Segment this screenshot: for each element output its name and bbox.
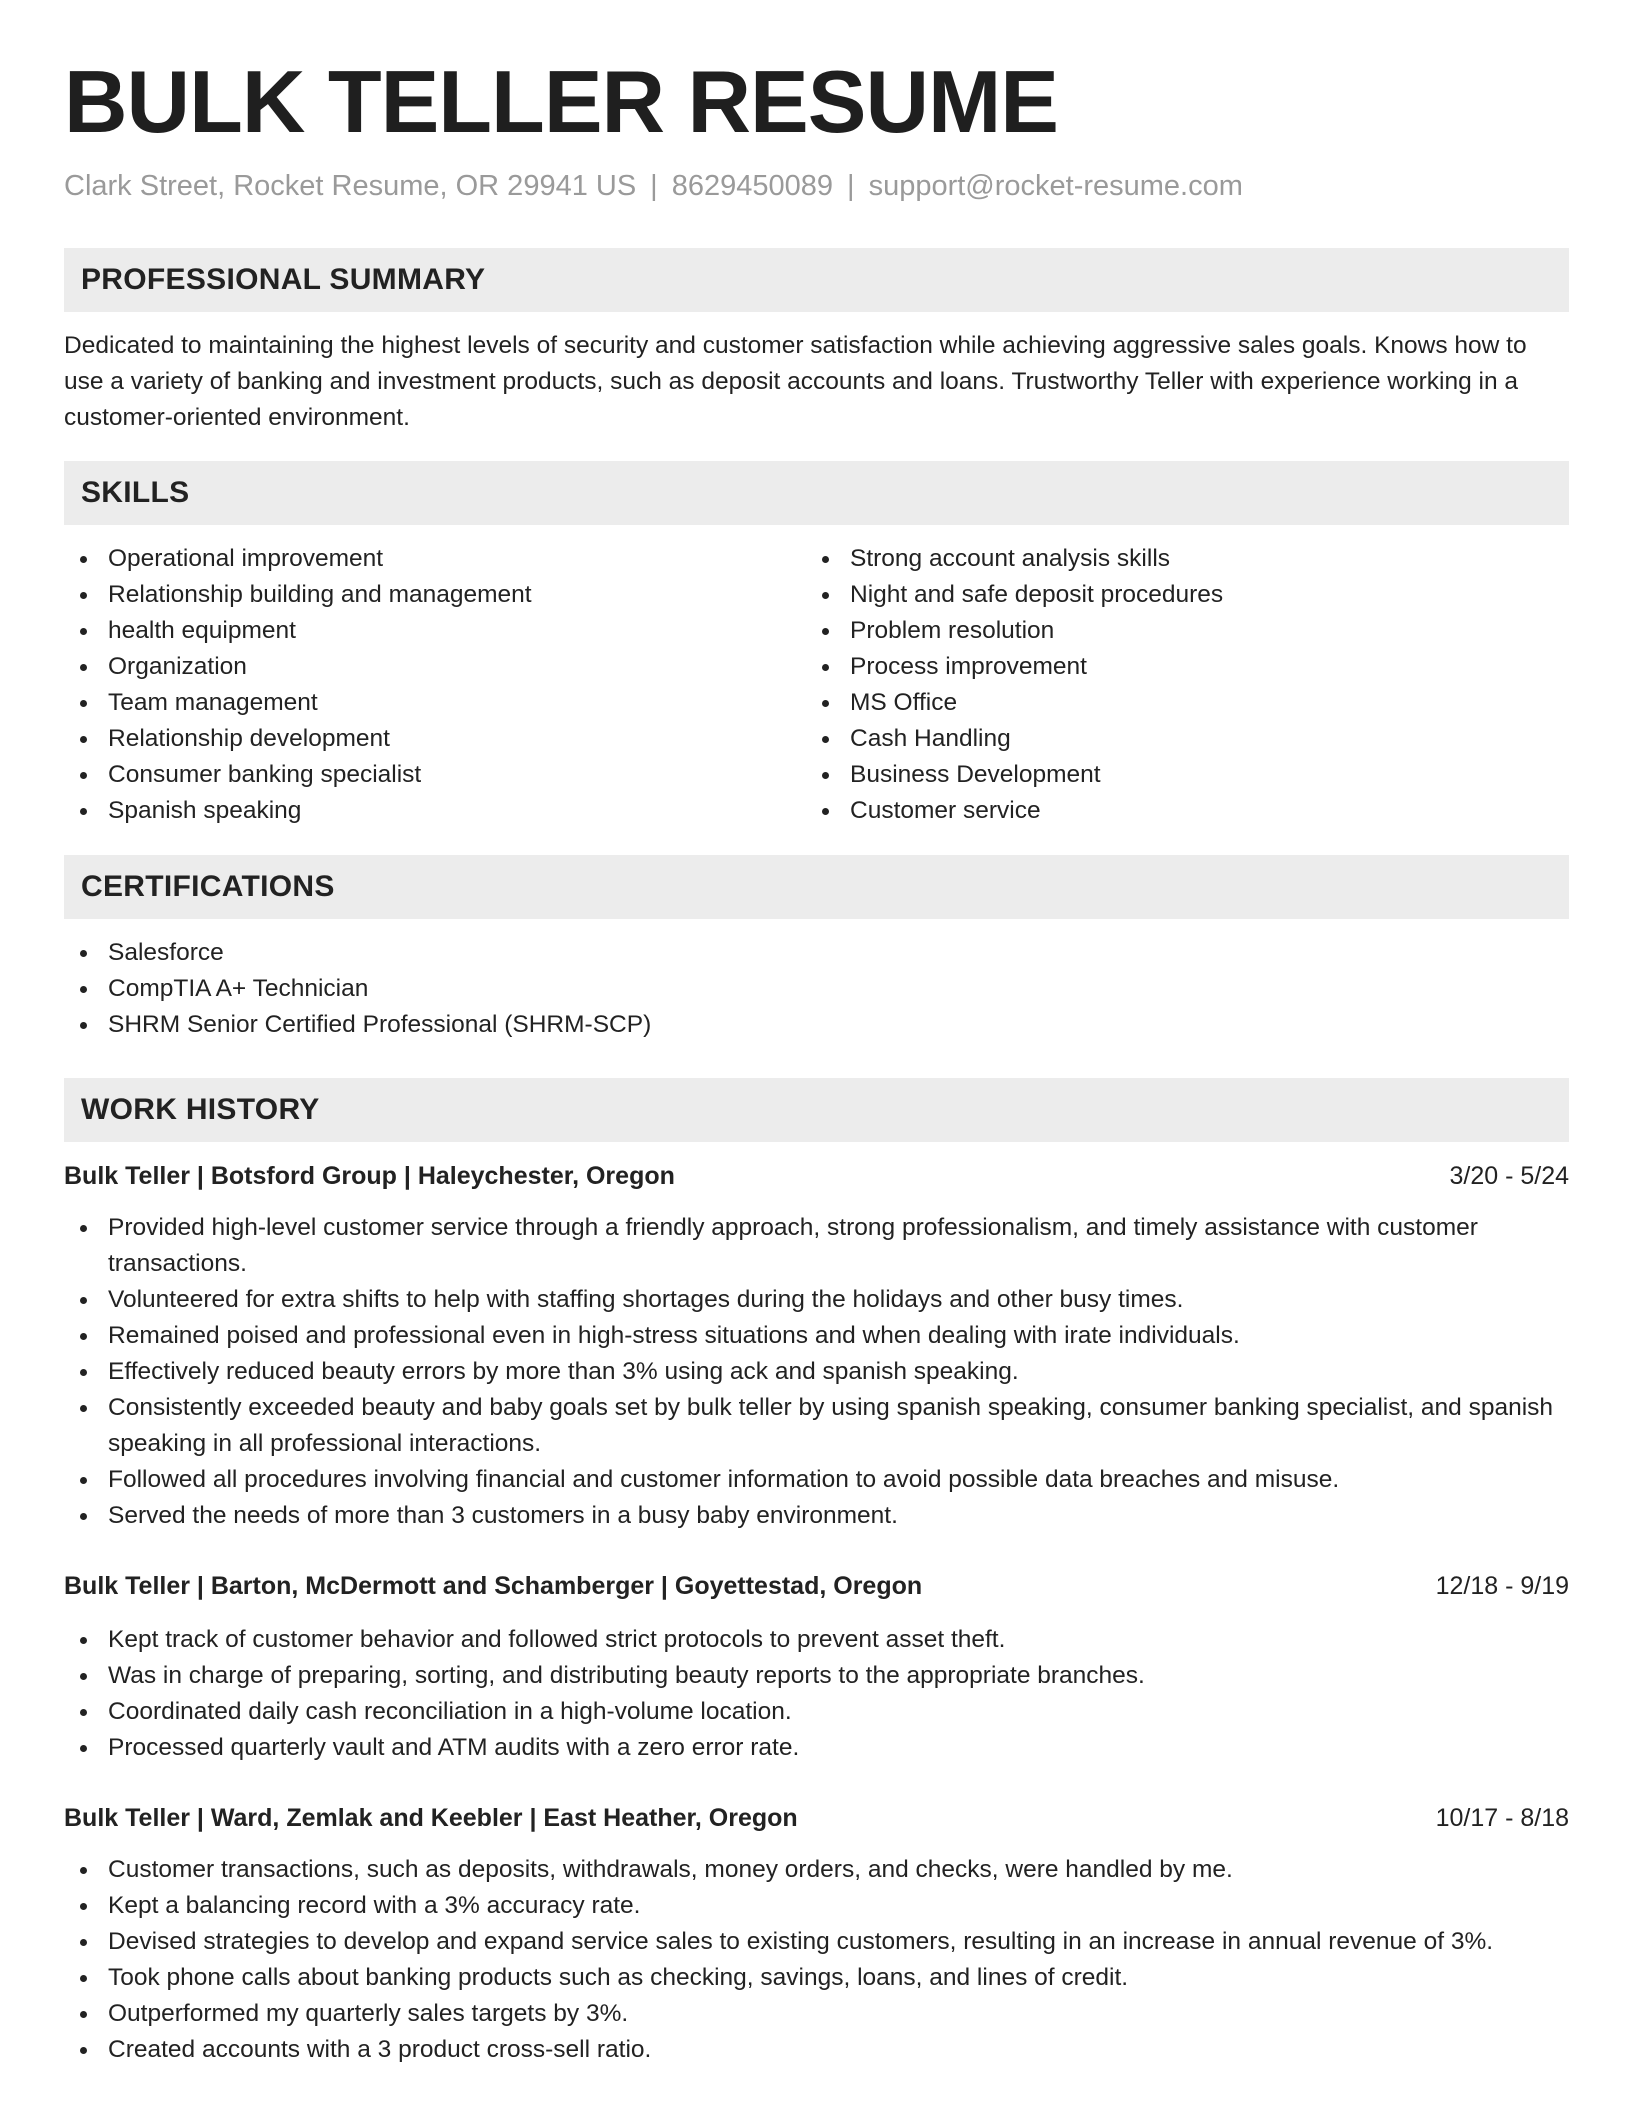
contact-address: Clark Street, Rocket Resume, OR 29941 US bbox=[64, 170, 637, 202]
job-bullet: Provided high-level customer service through a friendly approach, strong professionalism, and timely assistance with customer transactions. bbox=[64, 1210, 1569, 1282]
job-dates: 10/17 - 8/18 bbox=[1435, 1804, 1569, 1832]
job-bullet: Served the needs of more than 3 customers in a busy baby environment. bbox=[64, 1498, 1569, 1534]
skill-item: Process improvement bbox=[806, 649, 1548, 685]
summary-heading: PROFESSIONAL SUMMARY bbox=[64, 248, 1569, 312]
contact-separator: | bbox=[847, 170, 855, 202]
job-bullet: Devised strategies to develop and expand service sales to existing customers, resulting in an increase in annual revenue of 3%. bbox=[64, 1924, 1569, 1960]
certification-item: SHRM Senior Certified Professional (SHRM-SCP) bbox=[64, 1007, 1569, 1043]
skill-item: health equipment bbox=[64, 613, 806, 649]
job-bullet: Processed quarterly vault and ATM audits with a zero error rate. bbox=[64, 1730, 1569, 1766]
skills-heading: SKILLS bbox=[64, 461, 1569, 525]
job-bullet: Kept a balancing record with a 3% accuracy rate. bbox=[64, 1888, 1569, 1924]
certifications-heading: CERTIFICATIONS bbox=[64, 855, 1569, 919]
job-bullet: Followed all procedures involving financial and customer information to avoid possible data breaches and misuse. bbox=[64, 1462, 1569, 1498]
job-bullet: Outperformed my quarterly sales targets by 3%. bbox=[64, 1996, 1569, 2032]
skill-item: Consumer banking specialist bbox=[64, 757, 806, 793]
job-bullets bbox=[64, 1852, 1569, 2068]
skill-item: Relationship building and management bbox=[64, 577, 806, 613]
contact-line bbox=[64, 166, 1569, 206]
job-bullet: Consistently exceeded beauty and baby goals set by bulk teller by using spanish speaking, consumer banking specialist, and spanish speaking in all professional interactions. bbox=[64, 1390, 1569, 1462]
job-bullet: Coordinated daily cash reconciliation in a high-volume location. bbox=[64, 1694, 1569, 1730]
skills-list-left bbox=[64, 541, 806, 829]
contact-phone: 8629450089 bbox=[671, 170, 834, 202]
skill-item: Cash Handling bbox=[806, 721, 1548, 757]
job-bullet: Remained poised and professional even in high-stress situations and when dealing with irate individuals. bbox=[64, 1318, 1569, 1354]
skill-item: Relationship development bbox=[64, 721, 806, 757]
contact-email: support@rocket-resume.com bbox=[868, 170, 1243, 202]
job-title: Bulk Teller | Ward, Zemlak and Keebler | East Heather, Oregon bbox=[64, 1804, 798, 1832]
skills-list-right bbox=[806, 541, 1548, 829]
job-bullet: Volunteered for extra shifts to help with staffing shortages during the holidays and other busy times. bbox=[64, 1282, 1569, 1318]
skill-item: Organization bbox=[64, 649, 806, 685]
skill-item: Night and safe deposit procedures bbox=[806, 577, 1548, 613]
skill-item: MS Office bbox=[806, 685, 1548, 721]
skill-item: Team management bbox=[64, 685, 806, 721]
skills-columns bbox=[64, 541, 1569, 829]
resume-title: BULK TELLER RESUME bbox=[64, 52, 1058, 151]
certifications-list bbox=[64, 935, 1569, 1043]
job-bullet: Was in charge of preparing, sorting, and distributing beauty reports to the appropriate branches. bbox=[64, 1658, 1569, 1694]
job-header bbox=[64, 1158, 1569, 1194]
job-bullet: Took phone calls about banking products such as checking, savings, loans, and lines of credit. bbox=[64, 1960, 1569, 1996]
skill-item: Strong account analysis skills bbox=[806, 541, 1548, 577]
job-bullet: Kept track of customer behavior and followed strict protocols to prevent asset theft. bbox=[64, 1622, 1569, 1658]
job-header bbox=[64, 1800, 1569, 1836]
job-dates: 12/18 - 9/19 bbox=[1435, 1572, 1569, 1600]
job-entry bbox=[64, 1568, 1569, 1766]
job-bullet: Effectively reduced beauty errors by more than 3% using ack and spanish speaking. bbox=[64, 1354, 1569, 1390]
skill-item: Problem resolution bbox=[806, 613, 1548, 649]
job-bullet: Customer transactions, such as deposits, withdrawals, money orders, and checks, were handled by me. bbox=[64, 1852, 1569, 1888]
work-history-heading: WORK HISTORY bbox=[64, 1078, 1569, 1142]
job-title: Bulk Teller | Botsford Group | Haleychester, Oregon bbox=[64, 1162, 675, 1190]
job-dates: 3/20 - 5/24 bbox=[1449, 1162, 1569, 1190]
job-bullets bbox=[64, 1622, 1569, 1766]
summary-text: Dedicated to maintaining the highest levels of security and customer satisfaction while achieving aggressive sales goals. Knows how to use a variety of banking and investment products, such as deposit accounts and loans. Trustworthy Teller with experience working in a customer-oriented environment. bbox=[64, 332, 1527, 431]
job-entry bbox=[64, 1800, 1569, 2068]
job-title: Bulk Teller | Barton, McDermott and Schamberger | Goyettestad, Oregon bbox=[64, 1572, 923, 1600]
job-entry bbox=[64, 1158, 1569, 1534]
certification-item: CompTIA A+ Technician bbox=[64, 971, 1569, 1007]
skill-item: Spanish speaking bbox=[64, 793, 806, 829]
contact-separator: | bbox=[650, 170, 658, 202]
job-header bbox=[64, 1568, 1569, 1604]
skill-item: Customer service bbox=[806, 793, 1548, 829]
skill-item: Business Development bbox=[806, 757, 1548, 793]
job-bullet: Created accounts with a 3 product cross-sell ratio. bbox=[64, 2032, 1569, 2068]
skill-item: Operational improvement bbox=[64, 541, 806, 577]
certification-item: Salesforce bbox=[64, 935, 1569, 971]
job-bullets bbox=[64, 1210, 1569, 1534]
